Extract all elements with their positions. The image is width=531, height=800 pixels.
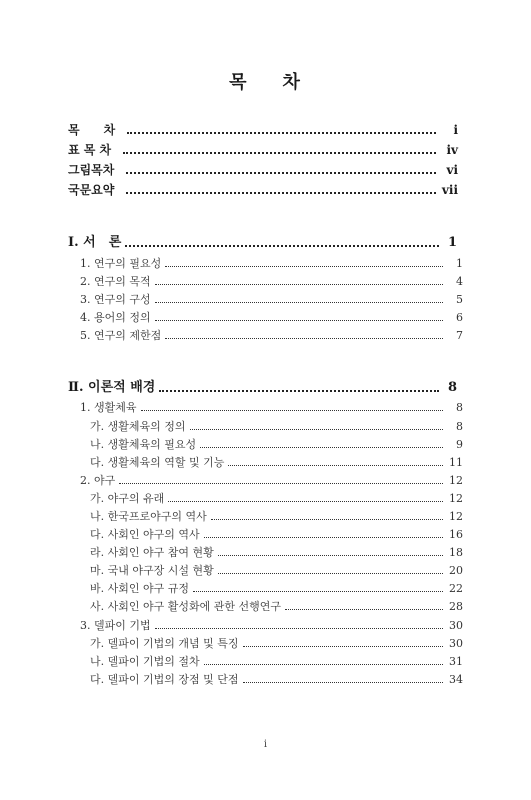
leader-dots <box>155 284 443 285</box>
subsection-page: 9 <box>456 438 463 451</box>
toc-entry-abstract[interactable] <box>68 184 458 196</box>
leader-dots <box>243 682 444 683</box>
subsection-page: 31 <box>449 655 463 668</box>
leader-dots <box>159 390 439 392</box>
toc-subsection[interactable] <box>90 638 463 649</box>
subsection-page: 8 <box>456 420 463 433</box>
toc-section[interactable] <box>80 330 463 341</box>
leader-dots <box>193 591 443 592</box>
leader-dots <box>126 172 436 174</box>
subsection-page: 16 <box>449 528 463 541</box>
section-page: 1 <box>456 257 463 270</box>
subsection-page: 12 <box>449 492 463 505</box>
leader-dots <box>204 537 443 538</box>
toc-entry-page: iv <box>446 143 458 157</box>
subsection-label: 바. 사회인 야구 규정 <box>90 582 189 595</box>
toc-section[interactable] <box>80 294 463 305</box>
toc-subsection[interactable] <box>90 656 463 667</box>
toc-entry-label: 국문요약 <box>68 183 115 197</box>
section-label: 2. 야구 <box>80 474 116 487</box>
page-number: i <box>263 739 268 750</box>
leader-dots <box>126 192 436 194</box>
toc-section[interactable] <box>80 475 463 486</box>
toc-entry-page: vi <box>446 163 458 177</box>
leader-dots <box>200 447 443 448</box>
toc-entry-contents[interactable] <box>68 124 458 136</box>
subsection-label: 나. 생활체육의 필요성 <box>90 438 197 451</box>
leader-dots <box>119 483 443 484</box>
section-label: 2. 연구의 목적 <box>80 275 151 288</box>
section-page: 6 <box>456 311 463 324</box>
leader-dots <box>165 266 443 267</box>
toc-subsection[interactable] <box>90 493 463 504</box>
toc-section[interactable] <box>80 258 463 269</box>
toc-chapter-2[interactable] <box>68 381 457 394</box>
toc-subsection[interactable] <box>90 547 463 558</box>
subsection-label: 가. 야구의 유래 <box>90 492 165 505</box>
subsection-page: 18 <box>449 546 463 559</box>
section-label: 5. 연구의 제한점 <box>80 329 162 342</box>
toc-entry-figures[interactable] <box>68 164 458 176</box>
title-char-2: 차 <box>282 72 302 93</box>
leader-dots <box>168 501 443 502</box>
section-label: 4. 용어의 정의 <box>80 311 151 324</box>
section-page: 8 <box>456 401 463 414</box>
toc-subsection[interactable] <box>90 457 463 468</box>
toc-section[interactable] <box>80 620 463 631</box>
toc-subsection[interactable] <box>90 601 463 612</box>
leader-dots <box>218 555 443 556</box>
subsection-label: 가. 생활체육의 정의 <box>90 420 186 433</box>
subsection-label: 가. 델파이 기법의 개념 및 특징 <box>90 637 239 650</box>
title-char-1: 목 <box>229 72 249 93</box>
section-page: 7 <box>456 329 463 342</box>
toc-section[interactable] <box>80 402 463 413</box>
leader-dots <box>125 245 439 247</box>
subsection-page: 28 <box>449 600 463 613</box>
subsection-page: 22 <box>449 582 463 595</box>
chapter-title: Ⅱ. 이론적 배경 <box>68 380 156 395</box>
toc-subsection[interactable] <box>90 439 463 450</box>
subsection-page: 11 <box>449 456 463 469</box>
section-label: 3. 연구의 구성 <box>80 293 151 306</box>
leader-dots <box>228 465 443 466</box>
toc-section[interactable] <box>80 276 463 287</box>
toc-entry-label: 목 차 <box>68 123 116 137</box>
toc-section[interactable] <box>80 312 463 323</box>
subsection-label: 다. 생활체육의 역할 및 기능 <box>90 456 225 469</box>
subsection-label: 나. 델파이 기법의 절차 <box>90 655 200 668</box>
section-page: 30 <box>449 619 463 632</box>
subsection-page: 34 <box>449 673 463 686</box>
subsection-page: 30 <box>449 637 463 650</box>
toc-entry-page: vii <box>441 183 458 197</box>
toc-subsection[interactable] <box>90 511 463 522</box>
subsection-label: 라. 사회인 야구 참여 현황 <box>90 546 214 559</box>
section-label: 1. 생활체육 <box>80 401 137 414</box>
toc-subsection[interactable] <box>90 421 463 432</box>
leader-dots <box>155 320 443 321</box>
subsection-page: 20 <box>449 564 463 577</box>
leader-dots <box>141 410 444 411</box>
chapter-page: 1 <box>447 235 457 250</box>
page-title <box>0 68 531 94</box>
leader-dots <box>190 429 444 430</box>
leader-dots <box>218 573 443 574</box>
toc-entry-label: 그림목차 <box>68 163 115 177</box>
chapter-page: 8 <box>447 380 457 395</box>
leader-dots <box>165 338 443 339</box>
subsection-label: 다. 델파이 기법의 장점 및 단점 <box>90 673 239 686</box>
section-page: 4 <box>456 275 463 288</box>
toc-entry-tables[interactable] <box>68 144 458 156</box>
leader-dots <box>204 664 443 665</box>
leader-dots <box>211 519 443 520</box>
toc-entry-page: i <box>453 123 458 137</box>
leader-dots <box>123 152 436 154</box>
toc-subsection[interactable] <box>90 583 463 594</box>
toc-chapter-1[interactable] <box>68 236 457 249</box>
leader-dots <box>285 609 443 610</box>
leader-dots <box>155 628 443 629</box>
subsection-page: 12 <box>449 510 463 523</box>
leader-dots <box>127 132 436 134</box>
chapter-title: Ⅰ. 서 론 <box>68 235 122 250</box>
subsection-label: 다. 사회인 야구의 역사 <box>90 528 200 541</box>
section-label: 1. 연구의 필요성 <box>80 257 162 270</box>
section-page: 12 <box>449 474 463 487</box>
toc-subsection[interactable] <box>90 529 463 540</box>
toc-entry-label: 표 목 차 <box>68 143 112 157</box>
leader-dots <box>243 646 444 647</box>
section-page: 5 <box>456 293 463 306</box>
section-label: 3. 델파이 기법 <box>80 619 151 632</box>
toc-subsection[interactable] <box>90 565 463 576</box>
leader-dots <box>155 302 443 303</box>
subsection-label: 사. 사회인 야구 활성화에 관한 선행연구 <box>90 600 281 613</box>
subsection-label: 나. 한국프로야구의 역사 <box>90 510 207 523</box>
subsection-label: 마. 국내 야구장 시설 현황 <box>90 564 214 577</box>
toc-subsection[interactable] <box>90 674 463 685</box>
